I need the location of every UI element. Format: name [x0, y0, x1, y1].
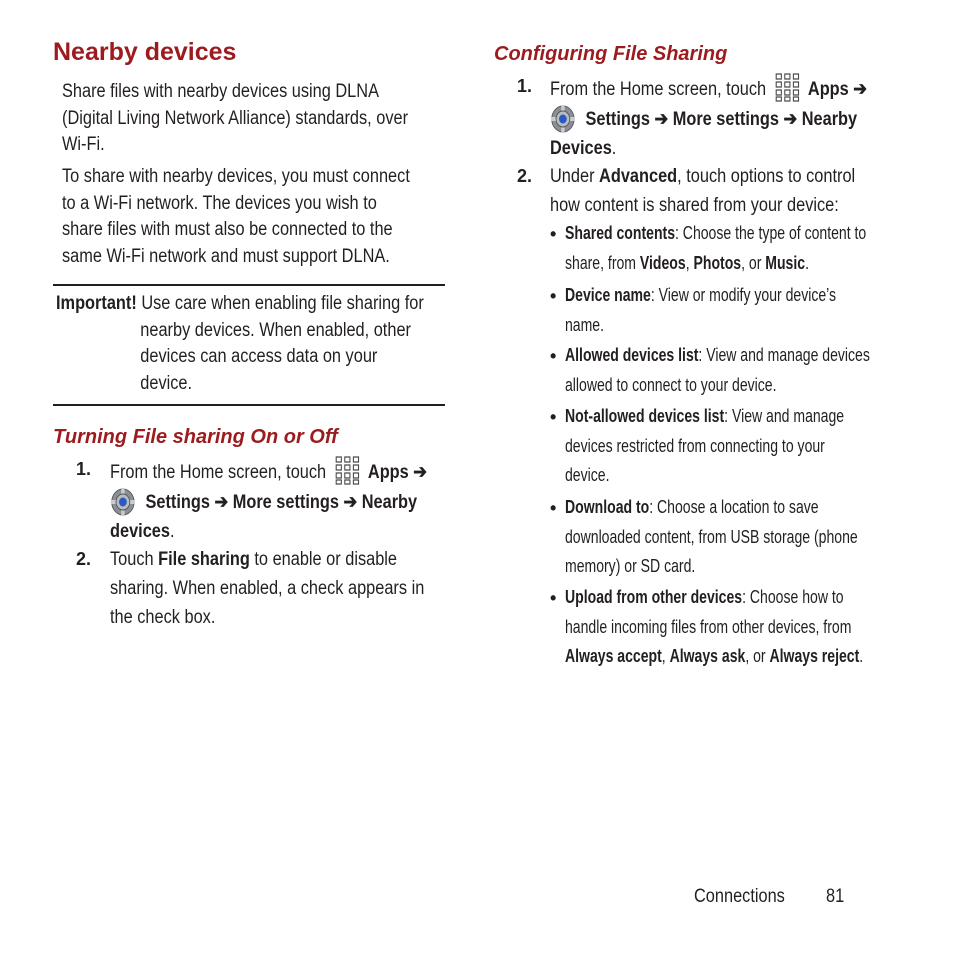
bullet-dot: •: [550, 224, 557, 244]
config-step-2: Under Advanced, touch options to control how content is shared from your device:: [550, 166, 856, 216]
bullet-not-allowed-devices: Not-allowed devices list: View and manage devices restricted from connecting to your device.: [565, 406, 845, 485]
intro-paragraph-1: Share files with nearby devices using DLNA (Digital Living Network Alliance) standards, over Wi-Fi.: [62, 81, 409, 155]
intro-paragraph-2: To share with nearby devices, you must connect to a Wi-Fi network. The devices you wish to share files with must also be connected to the same Wi-Fi network and must support DLNA.: [62, 166, 410, 267]
bullet-dot: •: [550, 407, 557, 427]
important-bottom-rule: [53, 404, 445, 406]
footer-page-number: 81: [826, 886, 845, 907]
bullet-download-to: Download to: Choose a location to save downloaded content, from USB storage (phone memory) or SD card.: [565, 497, 858, 576]
settings-gear-icon: [110, 487, 136, 517]
turning-step-1: From the Home screen, touch Apps ➔ Settings ➔ More settings ➔ Nearby devices.: [110, 455, 427, 546]
config-step-1-number: 1.: [517, 76, 533, 96]
bullet-dot: •: [550, 286, 557, 306]
bullet-device-name: Device name: View or modify your device’s name.: [565, 285, 837, 335]
bullet-shared-contents: Shared contents: Choose the type of content to share, from Videos, Photos, or Music.: [565, 223, 867, 273]
bullet-dot: •: [550, 498, 557, 518]
turning-step-1-number: 1.: [76, 459, 92, 479]
important-note: Important! Use care when enabling file sharing for nearby devices. When enabled, other devices can access data on your device.: [56, 293, 424, 394]
settings-gear-icon: [550, 104, 576, 134]
configuring-section-title: Configuring File Sharing: [494, 43, 728, 65]
turning-section-title: Turning File sharing On or Off: [53, 426, 338, 448]
turning-step-2-number: 2.: [76, 549, 92, 569]
bullet-dot: •: [550, 588, 557, 608]
important-label: Important!: [56, 293, 137, 314]
bullet-allowed-devices: Allowed devices list: View and manage devices allowed to connect to your device.: [565, 345, 870, 395]
bullet-upload-from-other: Upload from other devices: Choose how to handle incoming files from other devices, from Always accept, Always ask, or Always reject.: [565, 587, 864, 666]
apps-grid-icon: [334, 455, 360, 485]
apps-grid-icon: [774, 72, 800, 102]
important-top-rule: [53, 284, 445, 286]
config-step-1: From the Home screen, touch Apps ➔ Settings ➔ More settings ➔ Nearby Devices.: [550, 72, 867, 163]
config-step-2-number: 2.: [517, 166, 533, 186]
turning-step-2: Touch File sharing to enable or disable sharing. When enabled, a check appears in the check box.: [110, 549, 425, 628]
footer-section-name: Connections: [694, 886, 785, 907]
page-title: Nearby devices: [53, 38, 237, 66]
bullet-dot: •: [550, 346, 557, 366]
